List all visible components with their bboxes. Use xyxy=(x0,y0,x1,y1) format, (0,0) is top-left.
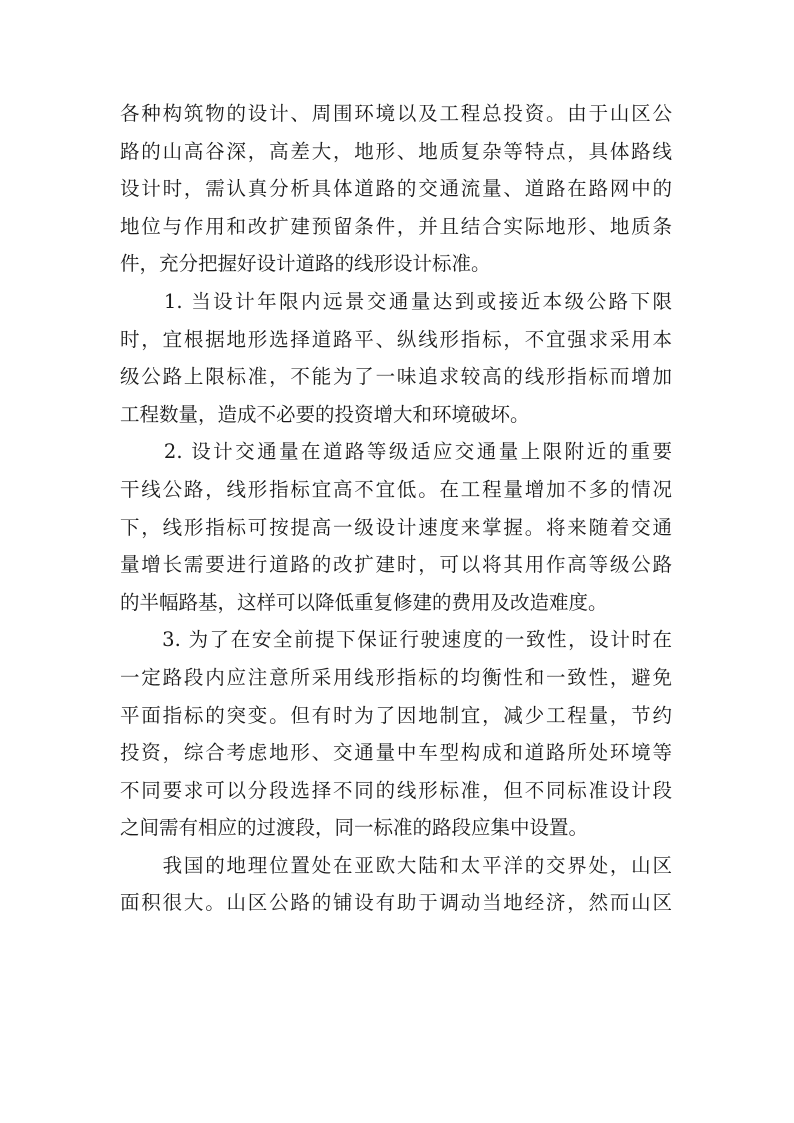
paragraph xyxy=(120,621,672,847)
text-line: 件，充分把握好设计道路的线形设计标准。 xyxy=(120,252,491,276)
text-line: 我国的地理位置处在亚欧大陆和太平洋的交界处，山区 xyxy=(120,853,672,877)
text-line: 量增长需要进行道路的改扩建时，可以将其用作高等级公路 xyxy=(120,553,672,577)
text-line: 各种构筑物的设计、周围环境以及工程总投资。由于山区公 xyxy=(120,102,672,125)
text-line: 级公路上限标准，不能为了一味追求较高的线形指标而增加 xyxy=(120,365,672,389)
text-line: 面积很大。山区公路的铺设有助于调动当地经济，然而山区 xyxy=(120,891,672,915)
text-line: 2. 设计交通量在道路等级适应交通量上限附近的重要 xyxy=(120,440,672,464)
text-line: 时，宜根据地形选择道路平、纵线形指标，不宜强求采用本 xyxy=(120,327,672,351)
text-line: 投资，综合考虑地形、交通量中车型构成和道路所处环境等 xyxy=(120,741,672,765)
text-line: 的半幅路基，这样可以降低重复修建的费用及改造难度。 xyxy=(120,590,608,614)
paragraph xyxy=(120,283,672,433)
text-line: 地位与作用和改扩建预留条件，并且结合实际地形、地质条 xyxy=(120,214,672,238)
text-line: 设计时，需认真分析具体道路的交通流量、道路在路网中的 xyxy=(120,177,672,201)
text-line: 3. 为了在安全前提下保证行驶速度的一致性，设计时在 xyxy=(120,628,672,652)
text-line: 路的山高谷深，高差大，地形、地质复杂等特点，具体路线 xyxy=(120,139,672,163)
text-line: 干线公路，线形指标宜高不宜低。在工程量增加不多的情况 xyxy=(120,477,672,501)
text-line: 工程数量，造成不必要的投资增大和环境破坏。 xyxy=(120,402,530,426)
text-line: 不同要求可以分段选择不同的线形标准，但不同标准设计段 xyxy=(120,778,672,802)
paragraph xyxy=(120,847,672,922)
document-page xyxy=(120,95,672,922)
paragraph xyxy=(120,95,672,283)
text-line: 平面指标的突变。但有时为了因地制宜，减少工程量，节约 xyxy=(120,703,672,727)
text-line: 之间需有相应的过渡段，同一标准的路段应集中设置。 xyxy=(120,816,589,840)
text-line: 1. 当设计年限内远景交通量达到或接近本级公路下限 xyxy=(120,289,672,313)
text-line: 一定路段内应注意所采用线形指标的均衡性和一致性，避免 xyxy=(120,665,672,689)
text-line: 下，线形指标可按提高一级设计速度来掌握。将来随着交通 xyxy=(120,515,672,539)
paragraph xyxy=(120,433,672,621)
